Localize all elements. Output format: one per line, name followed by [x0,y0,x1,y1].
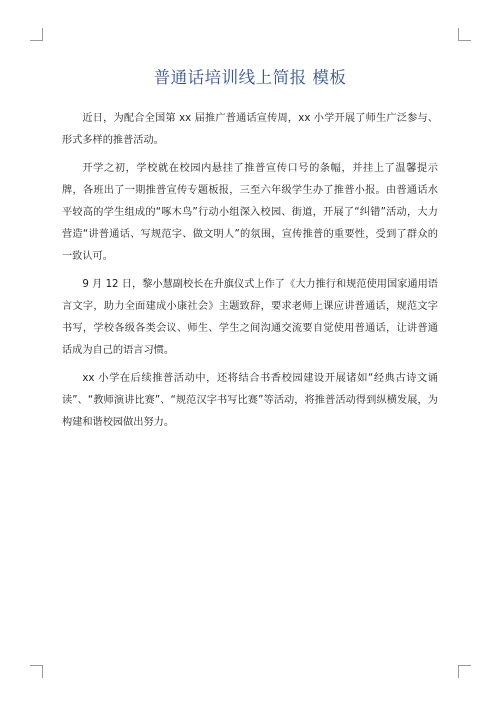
crop-mark-top-right [458,28,471,41]
document-body [62,108,438,440]
crop-mark-bottom-right [458,665,471,678]
document-title: 普通话培训线上简报 模板 [153,68,347,87]
crop-mark-bottom-left [30,665,43,678]
paragraph-4: xx 小学在后续推普活动中，还将结合书香校园建设开展诸如“经典古诗文诵读”、“教师演讲比赛”、“规范汉字书写比赛”等活动，将推普活动得到纵横发展，为构建和谐校园做出努力。 [62,373,438,428]
paragraph-1: 近日，为配合全国第 xx 届推广普通话宣传周，xx 小学开展了师生广泛参与、形式多样的推普活动。 [62,113,438,146]
paragraph-3: 9 月 12 日，黎小慧副校长在升旗仪式上作了《大力推行和规范使用国家通用语言文字，助力全面建成小康社会》主题致辞，要求老师上课应讲普通话，规范文字书写，学校各级各类会议、师生、学生之间沟通交流要自觉使用普通话，让讲普通话成为自己的语言习惯。 [62,279,438,356]
paragraph-2: 开学之初，学校就在校园内悬挂了推普宣传口号的条幅，并挂上了温馨提示牌，各班出了一期推普宣传专题板报，三至六年级学生办了推普小报。由普通话水平较高的学生组成的“啄木鸟”行动小组深入校园、街道，开展了“纠错”活动，大力营造“讲普通话、写规范字、做文明人”的氛围，宣传推普的重要性，受到了群众的一致认可。 [62,163,438,262]
crop-mark-top-left [30,28,43,41]
